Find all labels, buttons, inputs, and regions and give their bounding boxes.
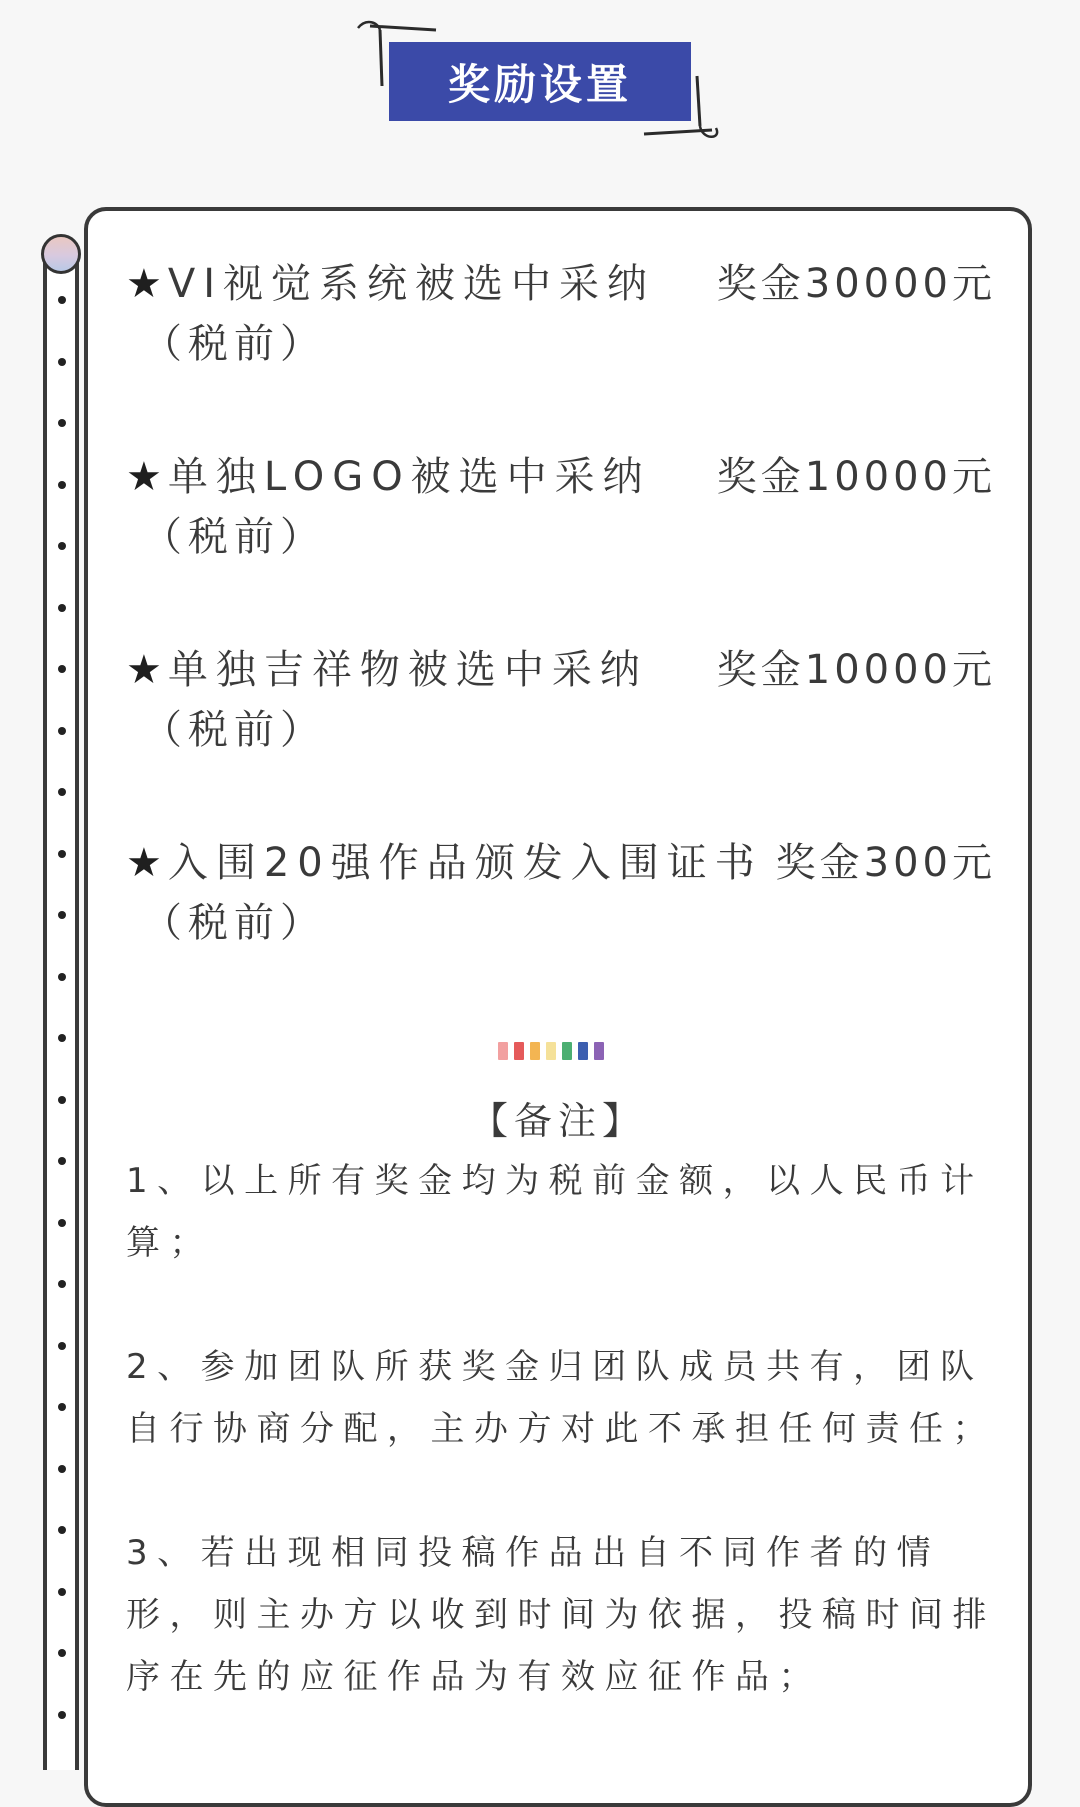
binding-hole-icon bbox=[58, 1157, 66, 1165]
divider-bar bbox=[594, 1042, 604, 1060]
notes-list bbox=[126, 1150, 996, 1770]
note-item: 1、以上所有奖金均为税前金额，以人民币计算； bbox=[126, 1161, 984, 1263]
prize-name: 单独LOGO被选中采纳 bbox=[167, 453, 651, 500]
star-icon: ★ bbox=[126, 453, 162, 500]
binding-hole-icon bbox=[58, 665, 66, 673]
binding-hole-icon bbox=[58, 973, 66, 981]
binding-hole-icon bbox=[58, 604, 66, 612]
star-icon: ★ bbox=[126, 260, 162, 307]
divider-bar bbox=[498, 1042, 508, 1060]
binding-hole-icon bbox=[58, 1403, 66, 1411]
note-item: 3、若出现相同投稿作品出自不同作者的情形，则主办方以收到时间为依据，投稿时间排序在先的应征作品为有效应征作品； bbox=[126, 1533, 996, 1697]
binding-ring-icon bbox=[41, 234, 81, 274]
prize-tax-note: （税前） bbox=[142, 321, 326, 367]
prize-reward: 奖金30000元 bbox=[716, 260, 996, 307]
binding-hole-icon bbox=[58, 788, 66, 796]
notes-title: 【备注】 bbox=[469, 1099, 646, 1143]
binding-hole-icon bbox=[58, 911, 66, 919]
prize-name: 入围20强作品颁发入围证书 bbox=[167, 839, 763, 886]
prize-name: 单独吉祥物被选中采纳 bbox=[167, 646, 648, 693]
prize-item bbox=[126, 441, 996, 634]
binding-hole-icon bbox=[58, 1588, 66, 1596]
divider-bar bbox=[562, 1042, 572, 1060]
binding-hole-icon bbox=[58, 1034, 66, 1042]
divider-bar bbox=[578, 1042, 588, 1060]
binding-hole-icon bbox=[58, 358, 66, 366]
prize-item bbox=[126, 634, 996, 827]
star-icon: ★ bbox=[126, 646, 162, 693]
binding-hole-icon bbox=[58, 1280, 66, 1288]
prize-list bbox=[126, 248, 996, 1020]
divider-bar bbox=[546, 1042, 556, 1060]
binding-hole-icon bbox=[58, 1649, 66, 1657]
binding-hole-icon bbox=[58, 481, 66, 489]
binding-hole-icon bbox=[58, 850, 66, 858]
notebook-binding bbox=[41, 230, 83, 1760]
note-item: 2、参加团队所获奖金归团队成员共有，团队自行协商分配，主办方对此不承担任何责任； bbox=[126, 1347, 996, 1449]
divider-bar bbox=[514, 1042, 524, 1060]
star-icon: ★ bbox=[126, 839, 162, 886]
page-title: 奖励设置 bbox=[389, 42, 691, 121]
prize-reward: 奖金10000元 bbox=[716, 646, 996, 693]
binding-hole-icon bbox=[58, 1219, 66, 1227]
prize-reward: 奖金300元 bbox=[775, 839, 996, 886]
binding-hole-icon bbox=[58, 1526, 66, 1534]
binding-hole-icon bbox=[58, 542, 66, 550]
binding-hole-icon bbox=[58, 1711, 66, 1719]
prize-item bbox=[126, 248, 996, 441]
prize-tax-note: （税前） bbox=[142, 514, 326, 560]
prize-reward: 奖金10000元 bbox=[716, 453, 996, 500]
prize-tax-note: （税前） bbox=[142, 707, 326, 753]
binding-hole-icon bbox=[58, 1465, 66, 1473]
prize-item bbox=[126, 827, 996, 1020]
binding-rail bbox=[43, 250, 79, 1770]
binding-hole-icon bbox=[58, 727, 66, 735]
section-header bbox=[0, 0, 1080, 160]
prize-tax-note: （税前） bbox=[142, 900, 326, 946]
divider-bar bbox=[530, 1042, 540, 1060]
rainbow-divider bbox=[498, 1042, 604, 1060]
binding-hole-icon bbox=[58, 296, 66, 304]
binding-hole-icon bbox=[58, 1342, 66, 1350]
binding-hole-icon bbox=[58, 419, 66, 427]
prize-name: VI视觉系统被选中采纳 bbox=[167, 260, 656, 307]
